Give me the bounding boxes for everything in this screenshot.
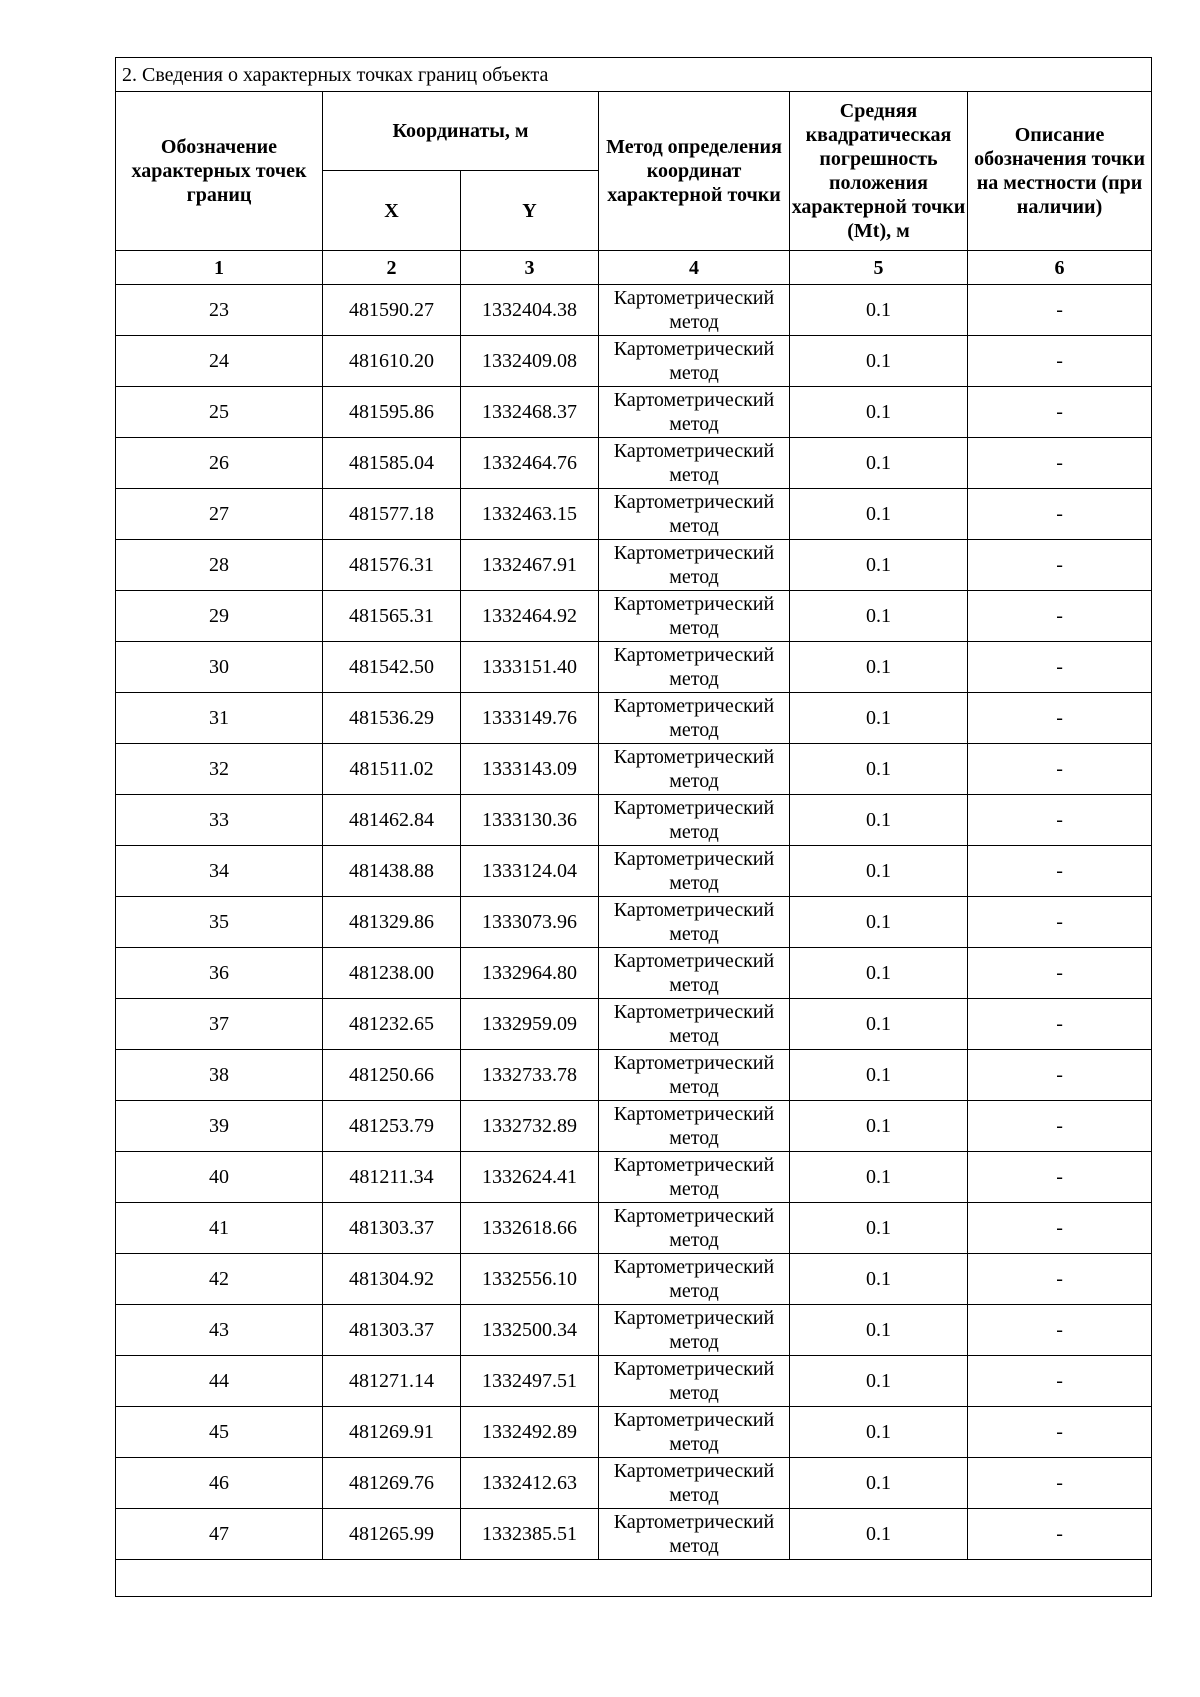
method-line-1: Картометрический bbox=[613, 797, 775, 819]
method-line-1: Картометрический bbox=[613, 338, 775, 360]
mt-cell: 0.1 bbox=[790, 795, 968, 846]
table-row bbox=[116, 948, 1152, 999]
mt-cell: 0.1 bbox=[790, 1101, 968, 1152]
y-coordinate-cell: 1332464.92 bbox=[461, 591, 599, 642]
mt-cell: 0.1 bbox=[790, 948, 968, 999]
method-cell bbox=[599, 1101, 790, 1152]
method-line-2: метод bbox=[669, 923, 719, 945]
x-coordinate-cell: 481238.00 bbox=[323, 948, 461, 999]
table-row bbox=[116, 744, 1152, 795]
x-coordinate-cell: 481438.88 bbox=[323, 846, 461, 897]
y-coordinate-cell: 1332467.91 bbox=[461, 540, 599, 591]
table-row bbox=[116, 1203, 1152, 1254]
method-line-2: метод bbox=[669, 668, 719, 690]
column-number: 1 bbox=[116, 251, 323, 285]
header-designation: Обозначение характерных точек границ bbox=[116, 92, 323, 251]
method-line-1: Картометрический bbox=[613, 1001, 775, 1023]
description-cell: - bbox=[968, 1356, 1152, 1407]
method-line-1: Картометрический bbox=[613, 899, 775, 921]
x-coordinate-cell: 481303.37 bbox=[323, 1203, 461, 1254]
table-body bbox=[116, 285, 1152, 1560]
description-cell: - bbox=[968, 795, 1152, 846]
point-cell: 27 bbox=[116, 489, 323, 540]
x-coordinate-cell: 481232.65 bbox=[323, 999, 461, 1050]
mt-cell: 0.1 bbox=[790, 1356, 968, 1407]
x-coordinate-cell: 481585.04 bbox=[323, 438, 461, 489]
y-coordinate-cell: 1332556.10 bbox=[461, 1254, 599, 1305]
x-coordinate-cell: 481577.18 bbox=[323, 489, 461, 540]
description-cell: - bbox=[968, 1152, 1152, 1203]
mt-cell: 0.1 bbox=[790, 387, 968, 438]
method-line-1: Картометрический bbox=[613, 1358, 775, 1380]
method-cell bbox=[599, 846, 790, 897]
y-coordinate-cell: 1333130.36 bbox=[461, 795, 599, 846]
table-row bbox=[116, 438, 1152, 489]
method-line-2: метод bbox=[669, 311, 719, 333]
mt-cell: 0.1 bbox=[790, 285, 968, 336]
header-y: Y bbox=[461, 171, 599, 251]
column-number: 6 bbox=[968, 251, 1152, 285]
mt-cell: 0.1 bbox=[790, 897, 968, 948]
y-coordinate-cell: 1332468.37 bbox=[461, 387, 599, 438]
table-row bbox=[116, 642, 1152, 693]
y-coordinate-cell: 1332463.15 bbox=[461, 489, 599, 540]
method-line-2: метод bbox=[669, 1535, 719, 1557]
y-coordinate-cell: 1333143.09 bbox=[461, 744, 599, 795]
table-row bbox=[116, 1356, 1152, 1407]
header-coordinates: Координаты, м bbox=[323, 92, 599, 171]
method-line-2: метод bbox=[669, 1280, 719, 1302]
description-cell: - bbox=[968, 285, 1152, 336]
method-cell bbox=[599, 1152, 790, 1203]
method-line-1: Картометрический bbox=[613, 287, 775, 309]
method-cell bbox=[599, 489, 790, 540]
column-number: 4 bbox=[599, 251, 790, 285]
x-coordinate-cell: 481595.86 bbox=[323, 387, 461, 438]
method-line-2: метод bbox=[669, 566, 719, 588]
table-row bbox=[116, 489, 1152, 540]
method-cell bbox=[599, 1458, 790, 1509]
method-cell bbox=[599, 591, 790, 642]
x-coordinate-cell: 481565.31 bbox=[323, 591, 461, 642]
method-cell bbox=[599, 1050, 790, 1101]
description-cell: - bbox=[968, 1458, 1152, 1509]
x-coordinate-cell: 481329.86 bbox=[323, 897, 461, 948]
mt-cell: 0.1 bbox=[790, 1305, 968, 1356]
method-cell bbox=[599, 642, 790, 693]
point-cell: 43 bbox=[116, 1305, 323, 1356]
x-coordinate-cell: 481542.50 bbox=[323, 642, 461, 693]
table-row bbox=[116, 1050, 1152, 1101]
method-cell bbox=[599, 897, 790, 948]
mt-cell: 0.1 bbox=[790, 540, 968, 591]
method-cell bbox=[599, 1254, 790, 1305]
point-cell: 40 bbox=[116, 1152, 323, 1203]
description-cell: - bbox=[968, 642, 1152, 693]
x-coordinate-cell: 481536.29 bbox=[323, 693, 461, 744]
y-coordinate-cell: 1332464.76 bbox=[461, 438, 599, 489]
method-cell bbox=[599, 795, 790, 846]
method-line-1: Картометрический bbox=[613, 1154, 775, 1176]
x-coordinate-cell: 481269.91 bbox=[323, 1407, 461, 1458]
method-cell bbox=[599, 438, 790, 489]
description-cell: - bbox=[968, 438, 1152, 489]
method-line-1: Картометрический bbox=[613, 440, 775, 462]
method-line-1: Картометрический bbox=[613, 1052, 775, 1074]
method-line-2: метод bbox=[669, 362, 719, 384]
table-row bbox=[116, 1407, 1152, 1458]
description-cell: - bbox=[968, 540, 1152, 591]
method-line-1: Картометрический bbox=[613, 644, 775, 666]
column-number: 3 bbox=[461, 251, 599, 285]
method-line-1: Картометрический bbox=[613, 1511, 775, 1533]
method-cell bbox=[599, 744, 790, 795]
empty-footer-row bbox=[116, 1560, 1152, 1597]
method-line-1: Картометрический bbox=[613, 542, 775, 564]
point-cell: 28 bbox=[116, 540, 323, 591]
point-cell: 29 bbox=[116, 591, 323, 642]
method-cell bbox=[599, 999, 790, 1050]
mt-cell: 0.1 bbox=[790, 1050, 968, 1101]
mt-cell: 0.1 bbox=[790, 642, 968, 693]
y-coordinate-cell: 1332732.89 bbox=[461, 1101, 599, 1152]
point-cell: 24 bbox=[116, 336, 323, 387]
point-cell: 35 bbox=[116, 897, 323, 948]
table-row bbox=[116, 1305, 1152, 1356]
description-cell: - bbox=[968, 744, 1152, 795]
method-cell bbox=[599, 387, 790, 438]
table-row bbox=[116, 1101, 1152, 1152]
x-coordinate-cell: 481462.84 bbox=[323, 795, 461, 846]
header-description: Описание обозначения точки на местности (при наличии) bbox=[968, 92, 1152, 251]
mt-cell: 0.1 bbox=[790, 438, 968, 489]
header-error: Средняя квадратическая погрешность положения характерной точки (Mt), м bbox=[790, 92, 968, 251]
description-cell: - bbox=[968, 1101, 1152, 1152]
mt-cell: 0.1 bbox=[790, 1152, 968, 1203]
x-coordinate-cell: 481271.14 bbox=[323, 1356, 461, 1407]
method-line-2: метод bbox=[669, 1076, 719, 1098]
table-row bbox=[116, 693, 1152, 744]
x-coordinate-cell: 481211.34 bbox=[323, 1152, 461, 1203]
point-cell: 31 bbox=[116, 693, 323, 744]
description-cell: - bbox=[968, 846, 1152, 897]
x-coordinate-cell: 481610.20 bbox=[323, 336, 461, 387]
mt-cell: 0.1 bbox=[790, 1458, 968, 1509]
point-cell: 36 bbox=[116, 948, 323, 999]
method-line-2: метод bbox=[669, 1382, 719, 1404]
mt-cell: 0.1 bbox=[790, 1203, 968, 1254]
mt-cell: 0.1 bbox=[790, 1509, 968, 1560]
method-cell bbox=[599, 1203, 790, 1254]
description-cell: - bbox=[968, 948, 1152, 999]
y-coordinate-cell: 1333151.40 bbox=[461, 642, 599, 693]
y-coordinate-cell: 1332959.09 bbox=[461, 999, 599, 1050]
point-cell: 32 bbox=[116, 744, 323, 795]
method-line-1: Картометрический bbox=[613, 593, 775, 615]
x-coordinate-cell: 481265.99 bbox=[323, 1509, 461, 1560]
method-cell bbox=[599, 948, 790, 999]
method-line-2: метод bbox=[669, 1025, 719, 1047]
description-cell: - bbox=[968, 489, 1152, 540]
table-row bbox=[116, 1458, 1152, 1509]
point-cell: 44 bbox=[116, 1356, 323, 1407]
method-line-2: метод bbox=[669, 770, 719, 792]
table-row bbox=[116, 387, 1152, 438]
y-coordinate-cell: 1332964.80 bbox=[461, 948, 599, 999]
method-cell bbox=[599, 1356, 790, 1407]
description-cell: - bbox=[968, 1050, 1152, 1101]
table-row bbox=[116, 591, 1152, 642]
y-coordinate-cell: 1332497.51 bbox=[461, 1356, 599, 1407]
description-cell: - bbox=[968, 336, 1152, 387]
method-cell bbox=[599, 285, 790, 336]
description-cell: - bbox=[968, 1305, 1152, 1356]
boundary-points-table bbox=[115, 57, 1152, 1597]
x-coordinate-cell: 481269.76 bbox=[323, 1458, 461, 1509]
method-line-2: метод bbox=[669, 413, 719, 435]
method-line-1: Картометрический bbox=[613, 950, 775, 972]
description-cell: - bbox=[968, 1509, 1152, 1560]
table-row bbox=[116, 846, 1152, 897]
point-cell: 30 bbox=[116, 642, 323, 693]
method-line-2: метод bbox=[669, 464, 719, 486]
y-coordinate-cell: 1333149.76 bbox=[461, 693, 599, 744]
table-row bbox=[116, 795, 1152, 846]
point-cell: 25 bbox=[116, 387, 323, 438]
table-row bbox=[116, 285, 1152, 336]
method-line-1: Картометрический bbox=[613, 1256, 775, 1278]
table-row bbox=[116, 336, 1152, 387]
y-coordinate-cell: 1332412.63 bbox=[461, 1458, 599, 1509]
method-cell bbox=[599, 336, 790, 387]
point-cell: 47 bbox=[116, 1509, 323, 1560]
x-coordinate-cell: 481303.37 bbox=[323, 1305, 461, 1356]
y-coordinate-cell: 1332733.78 bbox=[461, 1050, 599, 1101]
header-method: Метод определения координат характерной точки bbox=[599, 92, 790, 251]
description-cell: - bbox=[968, 999, 1152, 1050]
point-cell: 46 bbox=[116, 1458, 323, 1509]
description-cell: - bbox=[968, 387, 1152, 438]
y-coordinate-cell: 1333124.04 bbox=[461, 846, 599, 897]
y-coordinate-cell: 1332404.38 bbox=[461, 285, 599, 336]
mt-cell: 0.1 bbox=[790, 693, 968, 744]
method-line-2: метод bbox=[669, 1331, 719, 1353]
mt-cell: 0.1 bbox=[790, 591, 968, 642]
table-row bbox=[116, 999, 1152, 1050]
method-line-2: метод bbox=[669, 515, 719, 537]
description-cell: - bbox=[968, 693, 1152, 744]
method-line-2: метод bbox=[669, 1127, 719, 1149]
table-row bbox=[116, 1509, 1152, 1560]
method-line-2: метод bbox=[669, 1229, 719, 1251]
method-cell bbox=[599, 1509, 790, 1560]
mt-cell: 0.1 bbox=[790, 489, 968, 540]
method-line-1: Картометрический bbox=[613, 848, 775, 870]
column-number: 2 bbox=[323, 251, 461, 285]
description-cell: - bbox=[968, 1254, 1152, 1305]
point-cell: 34 bbox=[116, 846, 323, 897]
description-cell: - bbox=[968, 591, 1152, 642]
table-row bbox=[116, 1152, 1152, 1203]
description-cell: - bbox=[968, 897, 1152, 948]
method-line-1: Картометрический bbox=[613, 746, 775, 768]
method-line-2: метод bbox=[669, 821, 719, 843]
point-cell: 33 bbox=[116, 795, 323, 846]
x-coordinate-cell: 481590.27 bbox=[323, 285, 461, 336]
x-coordinate-cell: 481250.66 bbox=[323, 1050, 461, 1101]
point-cell: 39 bbox=[116, 1101, 323, 1152]
method-line-1: Картометрический bbox=[613, 389, 775, 411]
x-coordinate-cell: 481576.31 bbox=[323, 540, 461, 591]
method-line-1: Картометрический bbox=[613, 1205, 775, 1227]
method-line-1: Картометрический bbox=[613, 1409, 775, 1431]
column-number: 5 bbox=[790, 251, 968, 285]
header-x: X bbox=[323, 171, 461, 251]
y-coordinate-cell: 1332492.89 bbox=[461, 1407, 599, 1458]
point-cell: 37 bbox=[116, 999, 323, 1050]
y-coordinate-cell: 1332385.51 bbox=[461, 1509, 599, 1560]
y-coordinate-cell: 1332500.34 bbox=[461, 1305, 599, 1356]
y-coordinate-cell: 1332618.66 bbox=[461, 1203, 599, 1254]
method-line-2: метод bbox=[669, 1178, 719, 1200]
table-row bbox=[116, 1254, 1152, 1305]
method-line-2: метод bbox=[669, 872, 719, 894]
description-cell: - bbox=[968, 1407, 1152, 1458]
y-coordinate-cell: 1332409.08 bbox=[461, 336, 599, 387]
method-line-1: Картометрический bbox=[613, 1103, 775, 1125]
point-cell: 42 bbox=[116, 1254, 323, 1305]
method-line-1: Картометрический bbox=[613, 491, 775, 513]
x-coordinate-cell: 481511.02 bbox=[323, 744, 461, 795]
x-coordinate-cell: 481253.79 bbox=[323, 1101, 461, 1152]
method-cell bbox=[599, 1407, 790, 1458]
mt-cell: 0.1 bbox=[790, 336, 968, 387]
table-row bbox=[116, 540, 1152, 591]
method-line-2: метод bbox=[669, 974, 719, 996]
section-title: 2. Сведения о характерных точках границ объекта bbox=[116, 58, 1152, 92]
y-coordinate-cell: 1333073.96 bbox=[461, 897, 599, 948]
mt-cell: 0.1 bbox=[790, 744, 968, 795]
mt-cell: 0.1 bbox=[790, 1254, 968, 1305]
method-cell bbox=[599, 693, 790, 744]
method-line-1: Картометрический bbox=[613, 1460, 775, 1482]
point-cell: 41 bbox=[116, 1203, 323, 1254]
method-line-2: метод bbox=[669, 617, 719, 639]
point-cell: 26 bbox=[116, 438, 323, 489]
method-cell bbox=[599, 1305, 790, 1356]
point-cell: 23 bbox=[116, 285, 323, 336]
table-row bbox=[116, 897, 1152, 948]
mt-cell: 0.1 bbox=[790, 846, 968, 897]
y-coordinate-cell: 1332624.41 bbox=[461, 1152, 599, 1203]
method-cell bbox=[599, 540, 790, 591]
point-cell: 45 bbox=[116, 1407, 323, 1458]
method-line-2: метод bbox=[669, 1484, 719, 1506]
method-line-1: Картометрический bbox=[613, 1307, 775, 1329]
description-cell: - bbox=[968, 1203, 1152, 1254]
method-line-2: метод bbox=[669, 1433, 719, 1455]
point-cell: 38 bbox=[116, 1050, 323, 1101]
method-line-1: Картометрический bbox=[613, 695, 775, 717]
method-line-2: метод bbox=[669, 719, 719, 741]
mt-cell: 0.1 bbox=[790, 1407, 968, 1458]
mt-cell: 0.1 bbox=[790, 999, 968, 1050]
x-coordinate-cell: 481304.92 bbox=[323, 1254, 461, 1305]
